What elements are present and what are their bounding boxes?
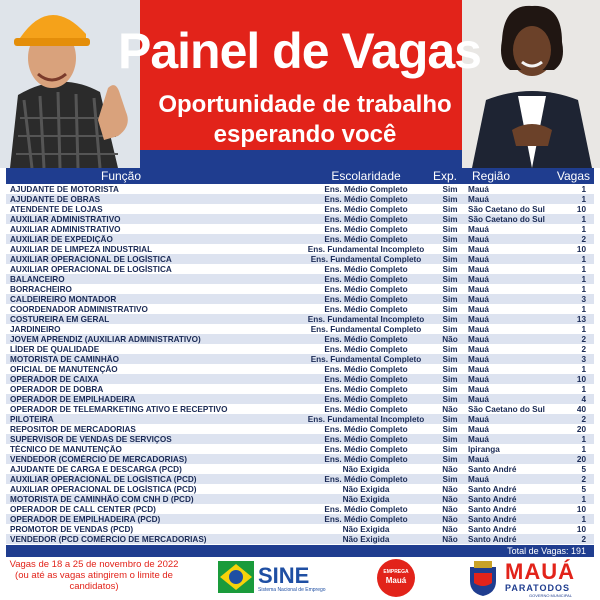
cell-exp: Sim bbox=[442, 374, 458, 384]
cell-exp: Sim bbox=[442, 204, 458, 214]
cell-vagas: 1 bbox=[581, 194, 586, 204]
cell-vagas: 10 bbox=[576, 204, 586, 214]
cell-escolaridade: Ens. Médio Completo bbox=[324, 284, 408, 294]
cell-regiao: Santo André bbox=[468, 484, 517, 494]
cell-vagas: 1 bbox=[581, 274, 586, 284]
cell-escolaridade: Ens. Médio Completo bbox=[324, 294, 408, 304]
cell-funcao: AJUDANTE DE MOTORISTA bbox=[10, 184, 119, 194]
cell-funcao: OPERADOR DE CAIXA bbox=[10, 374, 99, 384]
table-row bbox=[6, 314, 594, 324]
sine-flag-icon bbox=[218, 561, 254, 593]
cell-funcao: AUXILIAR DE EXPEDIÇÃO bbox=[10, 234, 113, 244]
cell-vagas: 3 bbox=[581, 354, 586, 364]
cell-escolaridade: Ens. Médio Completo bbox=[324, 454, 408, 464]
cell-regiao: Mauá bbox=[468, 454, 489, 464]
table-row bbox=[6, 334, 594, 344]
cell-exp: Sim bbox=[442, 284, 458, 294]
cell-exp: Sim bbox=[442, 394, 458, 404]
cell-funcao: OPERADOR DE CALL CENTER (PCD) bbox=[10, 504, 156, 514]
cell-vagas: 5 bbox=[581, 484, 586, 494]
cell-vagas: 2 bbox=[581, 414, 586, 424]
cell-vagas: 1 bbox=[581, 364, 586, 374]
cell-escolaridade: Ens. Médio Completo bbox=[324, 234, 408, 244]
page-title: Painel de Vagas bbox=[118, 23, 481, 79]
cell-exp: Sim bbox=[442, 304, 458, 314]
cell-funcao: MOTORISTA DE CAMINHÃO bbox=[10, 354, 120, 364]
cell-funcao: OPERADOR DE EMPILHADEIRA (PCD) bbox=[10, 514, 161, 524]
cell-funcao: AUXILIAR DE LIMPEZA INDUSTRIAL bbox=[10, 244, 153, 254]
emprega-top-text: EMPREGA bbox=[383, 569, 409, 575]
cell-escolaridade: Ens. Médio Completo bbox=[324, 214, 408, 224]
cell-exp: Sim bbox=[442, 454, 458, 464]
cell-escolaridade: Ens. Médio Completo bbox=[324, 344, 408, 354]
cell-funcao: OPERADOR DE DOBRA bbox=[10, 384, 104, 394]
cell-funcao: VENDEDOR (COMÉRCIO DE MERCADORIAS) bbox=[10, 454, 187, 464]
cell-vagas: 1 bbox=[581, 494, 586, 504]
cell-regiao: São Caetano do Sul bbox=[468, 214, 545, 224]
cell-exp: Não bbox=[442, 504, 458, 514]
cell-regiao: São Caetano do Sul bbox=[468, 204, 545, 214]
cell-regiao: Mauá bbox=[468, 344, 489, 354]
cell-regiao: Mauá bbox=[468, 384, 489, 394]
cell-exp: Sim bbox=[442, 384, 458, 394]
table-row bbox=[6, 434, 594, 444]
cell-funcao: AJUDANTE DE OBRAS bbox=[10, 194, 101, 204]
cell-funcao: AUXILIAR OPERACIONAL DE LOGÍSTICA (PCD) bbox=[10, 474, 197, 484]
maua-name: MAUÁ bbox=[505, 559, 575, 584]
cell-escolaridade: Ens. Médio Completo bbox=[324, 184, 408, 194]
cell-vagas: 1 bbox=[581, 304, 586, 314]
cell-escolaridade: Ens. Médio Completo bbox=[324, 304, 408, 314]
banner bbox=[0, 0, 600, 168]
table-row bbox=[6, 344, 594, 354]
table-row bbox=[6, 304, 594, 314]
table-row bbox=[6, 484, 594, 494]
cell-exp: Não bbox=[442, 334, 458, 344]
cell-escolaridade: Ens. Fundamental Completo bbox=[310, 324, 422, 334]
cell-exp: Sim bbox=[442, 424, 458, 434]
cell-funcao: MOTORISTA DE CAMINHÃO COM CNH D (PCD) bbox=[10, 494, 194, 504]
cell-vagas: 10 bbox=[576, 374, 586, 384]
table-row bbox=[6, 524, 594, 534]
cell-escolaridade: Ens. Médio Completo bbox=[324, 504, 408, 514]
cell-funcao: OPERADOR DE TELEMARKETING ATIVO E RECEPTIVO bbox=[10, 404, 228, 414]
table-row bbox=[6, 464, 594, 474]
table-row bbox=[6, 264, 594, 274]
cell-exp: Não bbox=[442, 524, 458, 534]
cell-vagas: 1 bbox=[581, 514, 586, 524]
cell-exp: Sim bbox=[442, 314, 458, 324]
table-row bbox=[6, 364, 594, 374]
cell-funcao: AUXILIAR ADMINISTRATIVO bbox=[10, 224, 121, 234]
cell-regiao: Ipiranga bbox=[468, 444, 500, 454]
header-funcao: Função bbox=[101, 169, 142, 183]
cell-vagas: 1 bbox=[581, 324, 586, 334]
cell-escolaridade: Ens. Médio Completo bbox=[324, 224, 408, 234]
cell-regiao: Santo André bbox=[468, 464, 517, 474]
cell-vagas: 10 bbox=[576, 524, 586, 534]
cell-regiao: Santo André bbox=[468, 504, 517, 514]
subtitle-line-1: Oportunidade de trabalho bbox=[158, 91, 452, 118]
cell-funcao: PILOTEIRA bbox=[10, 414, 54, 424]
cell-exp: Sim bbox=[442, 344, 458, 354]
cell-funcao: BALANCEIRO bbox=[10, 274, 65, 284]
cell-escolaridade: Ens. Médio Completo bbox=[324, 194, 408, 204]
cell-exp: Sim bbox=[442, 324, 458, 334]
cell-vagas: 3 bbox=[581, 294, 586, 304]
cell-escolaridade: Não Exigida bbox=[342, 524, 390, 534]
city-crest-icon bbox=[466, 559, 500, 597]
maua-government: GOVERNO MUNICIPAL bbox=[529, 593, 573, 598]
table-row bbox=[6, 424, 594, 434]
cell-escolaridade: Ens. Fundamental Incompleto bbox=[307, 244, 425, 254]
table-row bbox=[6, 394, 594, 404]
table-row bbox=[6, 234, 594, 244]
cell-vagas: 1 bbox=[581, 254, 586, 264]
cell-escolaridade: Ens. Médio Completo bbox=[324, 274, 408, 284]
table-row bbox=[6, 254, 594, 264]
table-row bbox=[6, 294, 594, 304]
table-row bbox=[6, 214, 594, 224]
cell-vagas: 13 bbox=[576, 314, 586, 324]
cell-exp: Não bbox=[442, 514, 458, 524]
table-row bbox=[6, 474, 594, 484]
cell-exp: Sim bbox=[442, 354, 458, 364]
emprega-bottom-text: Mauá bbox=[385, 576, 407, 585]
cell-regiao: Mauá bbox=[468, 334, 489, 344]
cell-funcao: COORDENADOR ADMINISTRATIVO bbox=[10, 304, 148, 314]
cell-escolaridade: Ens. Médio Completo bbox=[324, 364, 408, 374]
cell-vagas: 5 bbox=[581, 464, 586, 474]
cell-escolaridade: Ens. Médio Completo bbox=[324, 424, 408, 434]
cell-exp: Sim bbox=[442, 254, 458, 264]
table-row bbox=[6, 404, 594, 414]
sine-logo bbox=[218, 561, 330, 595]
cell-vagas: 20 bbox=[576, 424, 586, 434]
table-body bbox=[6, 184, 594, 544]
validity-note: Vagas de 18 a 25 de novembro de 2022 (ou até as vagas atingirem o limite de candidatos) bbox=[9, 559, 179, 592]
cell-funcao: AUXILIAR ADMINISTRATIVO bbox=[10, 214, 121, 224]
cell-exp: Sim bbox=[442, 434, 458, 444]
cell-regiao: Santo André bbox=[468, 534, 517, 544]
cell-funcao: SUPERVISOR DE VENDAS DE SERVIÇOS bbox=[10, 434, 172, 444]
cell-funcao: COSTUREIRA EM GERAL bbox=[10, 314, 110, 324]
cell-regiao: Mauá bbox=[468, 324, 489, 334]
cell-regiao: Mauá bbox=[468, 194, 489, 204]
cell-exp: Não bbox=[442, 494, 458, 504]
cell-regiao: Mauá bbox=[468, 234, 489, 244]
cell-exp: Sim bbox=[442, 274, 458, 284]
cell-regiao: Mauá bbox=[468, 274, 489, 284]
cell-regiao: Santo André bbox=[468, 514, 517, 524]
cell-funcao: LÍDER DE QUALIDADE bbox=[10, 344, 100, 354]
cell-vagas: 40 bbox=[576, 404, 586, 414]
cell-escolaridade: Ens. Médio Completo bbox=[324, 204, 408, 214]
cell-funcao: TÉCNICO DE MANUTENÇÃO bbox=[10, 444, 122, 454]
cell-vagas: 2 bbox=[581, 234, 586, 244]
maua-logo bbox=[505, 559, 595, 597]
table-row bbox=[6, 534, 594, 544]
cell-escolaridade: Não Exigida bbox=[342, 534, 390, 544]
cell-escolaridade: Ens. Médio Completo bbox=[324, 404, 408, 414]
cell-funcao: BORRACHEIRO bbox=[10, 284, 72, 294]
cell-escolaridade: Não Exigida bbox=[342, 494, 390, 504]
cell-escolaridade: Ens. Médio Completo bbox=[324, 394, 408, 404]
sine-name: SINE bbox=[258, 563, 310, 588]
subtitle-line-2: esperando você bbox=[213, 121, 397, 148]
table-row bbox=[6, 244, 594, 254]
cell-vagas: 10 bbox=[576, 244, 586, 254]
maua-tagline: PARATODOS bbox=[505, 583, 571, 593]
cell-funcao: REPOSITOR DE MERCADORIAS bbox=[10, 424, 136, 434]
cell-vagas: 2 bbox=[581, 534, 586, 544]
cell-escolaridade: Ens. Médio Completo bbox=[324, 474, 408, 484]
table-row bbox=[6, 274, 594, 284]
cell-vagas: 1 bbox=[581, 214, 586, 224]
cell-vagas: 2 bbox=[581, 344, 586, 354]
vacancy-table bbox=[6, 168, 594, 544]
cell-regiao: Mauá bbox=[468, 354, 489, 364]
cell-regiao: Mauá bbox=[468, 434, 489, 444]
cell-regiao: Santo André bbox=[468, 524, 517, 534]
cell-escolaridade: Ens. Fundamental Incompleto bbox=[307, 414, 425, 424]
cell-exp: Sim bbox=[442, 194, 458, 204]
table-row bbox=[6, 184, 594, 194]
cell-escolaridade: Ens. Médio Completo bbox=[324, 434, 408, 444]
cell-funcao: AJUDANTE DE CARGA E DESCARGA (PCD) bbox=[10, 464, 182, 474]
cell-exp: Não bbox=[442, 464, 458, 474]
table-row bbox=[6, 354, 594, 364]
cell-vagas: 1 bbox=[581, 384, 586, 394]
cell-escolaridade: Ens. Médio Completo bbox=[324, 514, 408, 524]
table-row bbox=[6, 504, 594, 514]
cell-vagas: 1 bbox=[581, 184, 586, 194]
cell-vagas: 2 bbox=[581, 474, 586, 484]
cell-regiao: Mauá bbox=[468, 414, 489, 424]
cell-regiao: Mauá bbox=[468, 424, 489, 434]
cell-escolaridade: Não Exigida bbox=[342, 464, 390, 474]
table-row bbox=[6, 224, 594, 234]
cell-vagas: 20 bbox=[576, 454, 586, 464]
cell-escolaridade: Ens. Médio Completo bbox=[324, 444, 408, 454]
cell-vagas: 2 bbox=[581, 334, 586, 344]
cell-regiao: Mauá bbox=[468, 364, 489, 374]
table-row bbox=[6, 514, 594, 524]
cell-regiao: Mauá bbox=[468, 254, 489, 264]
cell-escolaridade: Não Exigida bbox=[342, 484, 390, 494]
table-row bbox=[6, 444, 594, 454]
table-header bbox=[6, 168, 594, 184]
cell-exp: Sim bbox=[442, 444, 458, 454]
table-row bbox=[6, 374, 594, 384]
cell-regiao: Mauá bbox=[468, 294, 489, 304]
cell-exp: Não bbox=[442, 404, 458, 414]
cell-escolaridade: Ens. Fundamental Completo bbox=[310, 254, 422, 264]
cell-funcao: VENDEDOR (PCD COMÉRCIO DE MERCADORIAS) bbox=[10, 534, 207, 544]
cell-escolaridade: Ens. Médio Completo bbox=[324, 374, 408, 384]
table-row bbox=[6, 204, 594, 214]
cell-regiao: Mauá bbox=[468, 314, 489, 324]
cell-exp: Sim bbox=[442, 264, 458, 274]
cell-exp: Sim bbox=[442, 224, 458, 234]
cell-vagas: 1 bbox=[581, 264, 586, 274]
cell-regiao: Mauá bbox=[468, 284, 489, 294]
cell-escolaridade: Ens. Médio Completo bbox=[324, 384, 408, 394]
cell-exp: Não bbox=[442, 534, 458, 544]
cell-regiao: Mauá bbox=[468, 474, 489, 484]
cell-vagas: 4 bbox=[581, 394, 586, 404]
sine-subtitle: Sistema Nacional de Emprego bbox=[258, 587, 326, 593]
table-row bbox=[6, 194, 594, 204]
cell-regiao: Mauá bbox=[468, 224, 489, 234]
cell-exp: Sim bbox=[442, 294, 458, 304]
table-row bbox=[6, 384, 594, 394]
cell-exp: Sim bbox=[442, 364, 458, 374]
cell-regiao: São Caetano do Sul bbox=[468, 404, 545, 414]
cell-funcao: JARDINEIRO bbox=[10, 324, 61, 334]
header-regiao: Região bbox=[472, 169, 511, 183]
cell-vagas: 10 bbox=[576, 504, 586, 514]
table-row bbox=[6, 454, 594, 464]
cell-funcao: JOVEM APRENDIZ (AUXILIAR ADMINISTRATIVO) bbox=[10, 334, 201, 344]
table-row bbox=[6, 284, 594, 294]
cell-regiao: Mauá bbox=[468, 304, 489, 314]
cell-exp: Não bbox=[442, 484, 458, 494]
cell-regiao: Mauá bbox=[468, 394, 489, 404]
cell-funcao: AUXILIAR OPERACIONAL DE LOGÍSTICA bbox=[10, 264, 172, 274]
cell-exp: Sim bbox=[442, 184, 458, 194]
cell-regiao: Mauá bbox=[468, 374, 489, 384]
table-row bbox=[6, 324, 594, 334]
cell-regiao: Santo André bbox=[468, 494, 517, 504]
header-escolaridade: Escolaridade bbox=[331, 169, 401, 183]
header-vagas: Vagas bbox=[556, 169, 590, 183]
cell-exp: Sim bbox=[442, 214, 458, 224]
table-row bbox=[6, 494, 594, 504]
cell-escolaridade: Ens. Fundamental Incompleto bbox=[307, 314, 425, 324]
cell-vagas: 1 bbox=[581, 284, 586, 294]
emprega-maua-logo bbox=[377, 559, 415, 597]
cell-escolaridade: Ens. Fundamental Completo bbox=[310, 354, 422, 364]
cell-exp: Sim bbox=[442, 234, 458, 244]
cell-funcao: AUXILIAR OPERACIONAL DE LOGÍSTICA (PCD) bbox=[10, 484, 197, 494]
cell-exp: Sim bbox=[442, 244, 458, 254]
cell-funcao: CALDEIREIRO MONTADOR bbox=[10, 294, 117, 304]
cell-vagas: 1 bbox=[581, 434, 586, 444]
cell-escolaridade: Ens. Médio Completo bbox=[324, 264, 408, 274]
subtitle bbox=[140, 90, 470, 150]
cell-exp: Sim bbox=[442, 414, 458, 424]
cell-escolaridade: Ens. Médio Completo bbox=[324, 334, 408, 344]
cell-funcao: PROMOTOR DE VENDAS (PCD) bbox=[10, 524, 134, 534]
woman-photo bbox=[462, 0, 600, 168]
cell-funcao: OPERADOR DE EMPILHADEIRA bbox=[10, 394, 136, 404]
cell-regiao: Mauá bbox=[468, 264, 489, 274]
footer bbox=[0, 557, 600, 600]
cell-regiao: Mauá bbox=[468, 184, 489, 194]
total-vacancies: Total de Vagas: 191 bbox=[6, 545, 594, 557]
cell-vagas: 1 bbox=[581, 444, 586, 454]
table-row bbox=[6, 414, 594, 424]
cell-regiao: Mauá bbox=[468, 244, 489, 254]
cell-vagas: 1 bbox=[581, 224, 586, 234]
cell-exp: Sim bbox=[442, 474, 458, 484]
cell-funcao: ATENDENTE DE LOJAS bbox=[10, 204, 103, 214]
header-exp: Exp. bbox=[432, 169, 457, 183]
cell-funcao: AUXILIAR OPERACIONAL DE LOGÍSTICA bbox=[10, 254, 172, 264]
cell-funcao: OFICIAL DE MANUTENÇÃO bbox=[10, 364, 118, 374]
